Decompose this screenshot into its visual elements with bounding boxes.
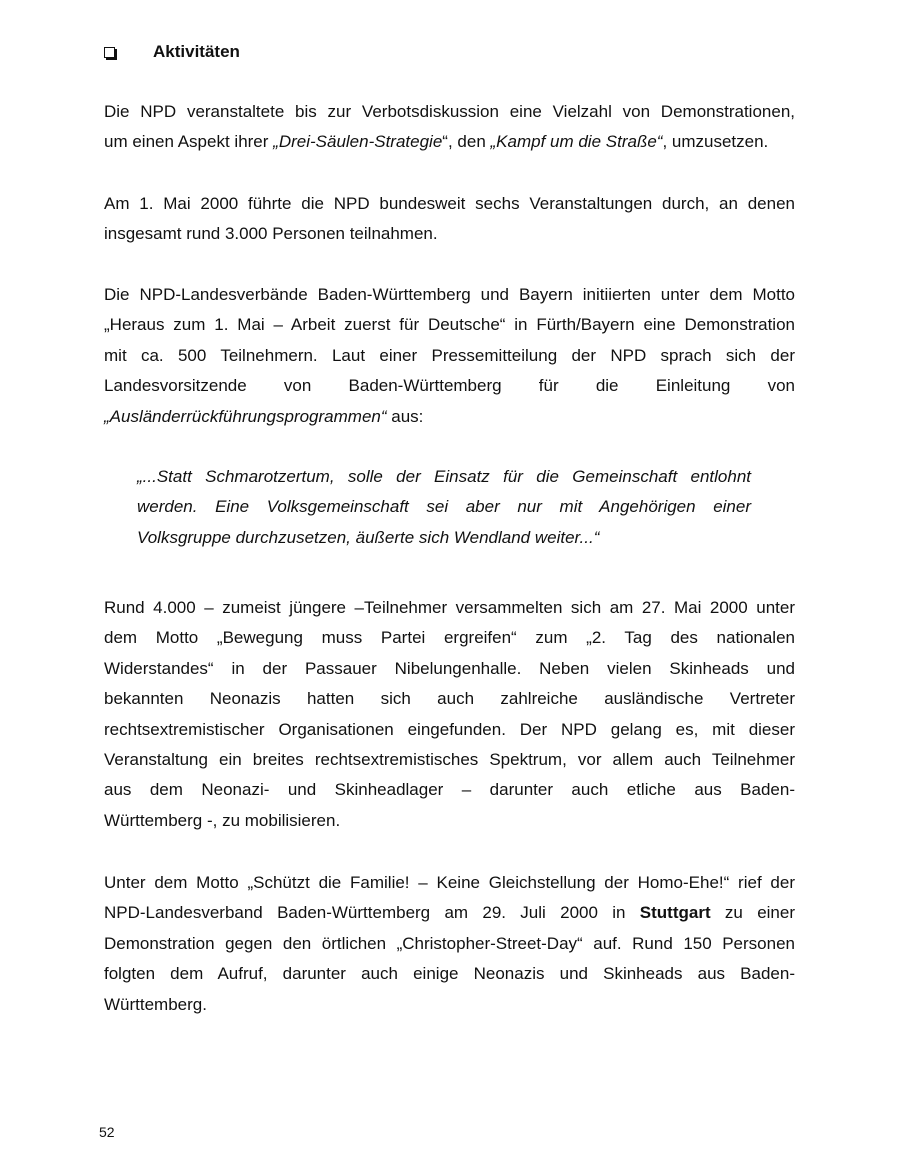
text-line: Widerstandes“ in der Passauer Nibelungenhalle. Neben vielen Skinheads und <box>104 658 795 678</box>
text-line: dem Motto „Bewegung muss Partei ergreifen“ zum „2. Tag des nationalen <box>104 628 795 648</box>
bold-run: Stuttgart <box>639 903 711 923</box>
text-line: Württemberg. <box>104 994 207 1014</box>
italic-run: „Ausländerrückführungsprogrammen“ <box>104 406 387 426</box>
text-line <box>104 898 795 928</box>
text-run: NPD-Landesverband Baden-Württemberg am 29. Juli 2000 in <box>104 903 640 923</box>
paragraph-passau <box>104 593 795 836</box>
text-line: „Heraus zum 1. Mai – Arbeit zuerst für Deutsche“ in Fürth/Bayern eine Demonstration <box>104 315 795 335</box>
text-line: Unter dem Motto „Schützt die Familie! – Keine Gleichstellung der Homo-Ehe!“ rief der <box>104 873 795 892</box>
page-number: 52 <box>99 1124 115 1140</box>
quote-line: werden. Eine Volksgemeinschaft sei aber nur mit Angehörigen einer <box>137 497 751 517</box>
text-line: Demonstration gegen den örtlichen „Christopher-Street-Day“ auf. Rund 150 Personen <box>104 933 795 953</box>
text-line: Württemberg -, zu mobilisieren. <box>104 810 341 830</box>
text-line: Landesvorsitzende von Baden-Württemberg für die Einleitung von <box>104 376 795 396</box>
text-line: mit ca. 500 Teilnehmern. Laut einer Pressemitteilung der NPD sprach sich der <box>104 345 795 365</box>
text-line <box>104 127 795 157</box>
text-run: , umzusetzen. <box>662 132 769 152</box>
quote-line: „...Statt Schmarotzertum, solle der Einsatz für die Gemeinschaft entlohnt <box>137 467 751 486</box>
text-run: um einen Aspekt ihrer <box>104 132 274 152</box>
italic-run: „Kampf um die Straße“ <box>490 132 663 152</box>
section-heading <box>104 40 240 64</box>
text-run: zu einer <box>710 903 795 923</box>
text-line: Die NPD-Landesverbände Baden-Württemberg und Bayern initiierten unter dem Motto <box>104 285 795 304</box>
paragraph-may-first <box>104 189 795 250</box>
text-run: “, den <box>442 132 491 152</box>
text-line: rechtsextremistischer Organisationen eingefunden. Der NPD gelang es, mit dieser <box>104 719 795 739</box>
text-line: Veranstaltung ein breites rechtsextremistisches Spektrum, vor allem auch Teilnehmer <box>104 749 795 769</box>
text-line <box>104 402 795 432</box>
quote-line: Volksgruppe durchzusetzen, äußerte sich Wendland weiter...“ <box>137 527 600 547</box>
text-line: Rund 4.000 – zumeist jüngere –Teilnehmer versammelten sich am 27. Mai 2000 unter <box>104 598 795 617</box>
paragraph-stuttgart <box>104 868 795 1020</box>
text-line: Am 1. Mai 2000 führte die NPD bundesweit sechs Veranstaltungen durch, an denen <box>104 194 795 213</box>
italic-run: „Drei-Säulen-Strategie <box>273 132 443 152</box>
text-line: Die NPD veranstaltete bis zur Verbotsdiskussion eine Vielzahl von Demonstrationen, <box>104 102 795 121</box>
block-quote <box>137 462 751 553</box>
text-line: insgesamt rund 3.000 Personen teilnahmen. <box>104 224 438 244</box>
section-title: Aktivitäten <box>153 42 240 61</box>
text-run: aus: <box>386 406 424 426</box>
checkbox-bullet-icon <box>104 47 115 58</box>
text-line: bekannten Neonazis hatten sich auch zahlreiche ausländische Vertreter <box>104 689 795 709</box>
text-line: folgten dem Aufruf, darunter auch einige Neonazis und Skinheads aus Baden- <box>104 964 795 984</box>
text-line: aus dem Neonazi- und Skinheadlager – darunter auch etliche aus Baden- <box>104 780 795 800</box>
paragraph-npd-demonstrations <box>104 97 795 158</box>
paragraph-landesverbaende <box>104 280 795 432</box>
